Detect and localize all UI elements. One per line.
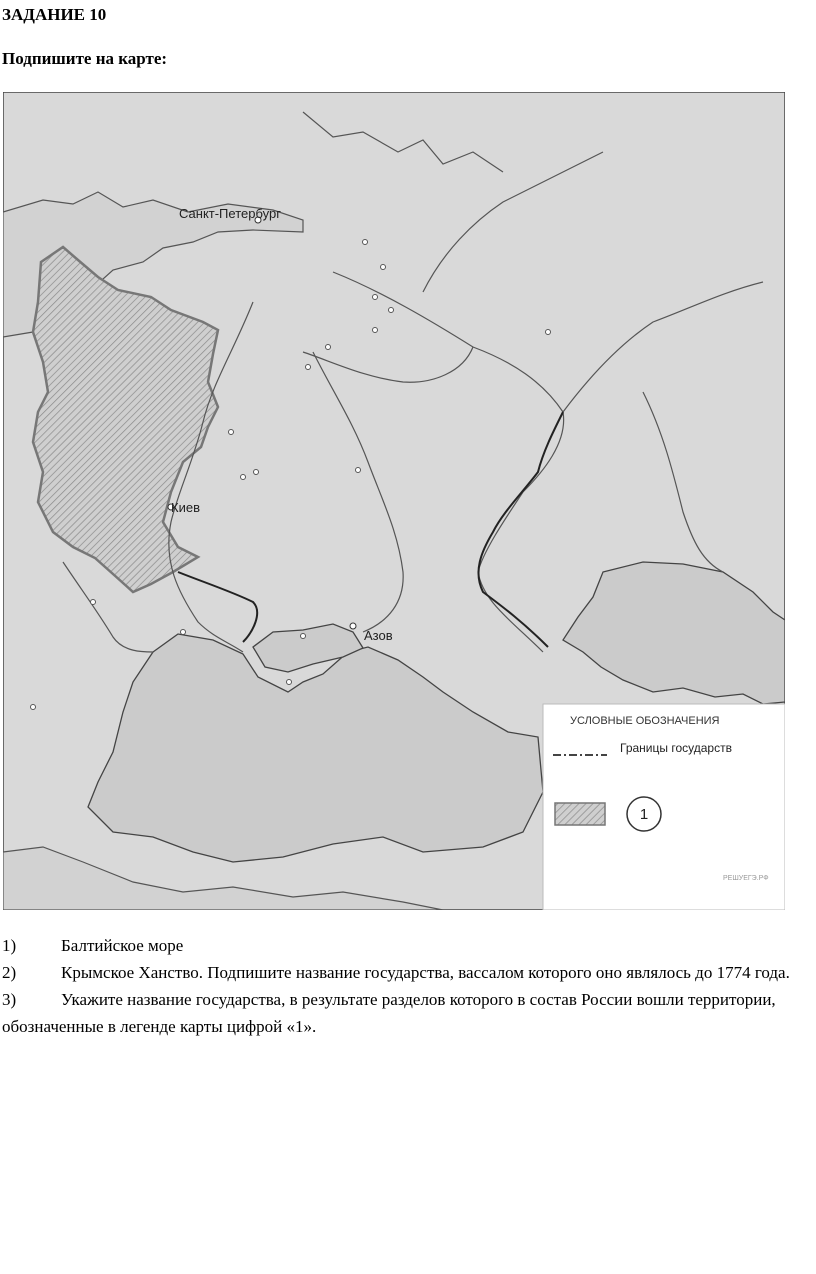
task-item-text: Крымское Ханство. Подпишите название государства, вассалом которого оно являлось до 1774 года. bbox=[61, 963, 790, 982]
task-item-number: 2) bbox=[2, 963, 17, 982]
legend-marker-number: 1 bbox=[639, 806, 649, 823]
legend-hatch-swatch bbox=[555, 803, 605, 825]
city-dot-azov bbox=[350, 623, 356, 629]
legend-title: УСЛОВНЫЕ ОБОЗНАЧЕНИЯ bbox=[570, 715, 720, 727]
task-item-1 bbox=[2, 932, 792, 959]
task-item-text: Балтийское море bbox=[61, 936, 184, 955]
task-item-text: Укажите название государства, в результате разделов которого в состав России вошли территории, обозначенные в легенде карты цифрой «1». bbox=[2, 990, 776, 1036]
task-subtitle: Подпишите на карте: bbox=[2, 49, 168, 68]
watermark: РЕШУЕГЭ.РФ bbox=[723, 875, 769, 882]
task-title: ЗАДАНИЕ 10 bbox=[2, 5, 107, 24]
legend-border-label: Границы государств bbox=[620, 741, 732, 755]
task-item-number: 1) bbox=[2, 936, 17, 955]
task-item-number: 3) bbox=[2, 990, 17, 1009]
task-item-2 bbox=[2, 959, 792, 986]
task-items bbox=[2, 932, 792, 1040]
historical-map bbox=[3, 92, 785, 910]
map-legend bbox=[543, 704, 785, 910]
city-label-azov: Азов bbox=[364, 628, 393, 643]
city-label-spb: Санкт-Петербург bbox=[179, 206, 281, 221]
task-item-3 bbox=[2, 986, 792, 1040]
city-label-kiev: Киев bbox=[171, 500, 200, 515]
